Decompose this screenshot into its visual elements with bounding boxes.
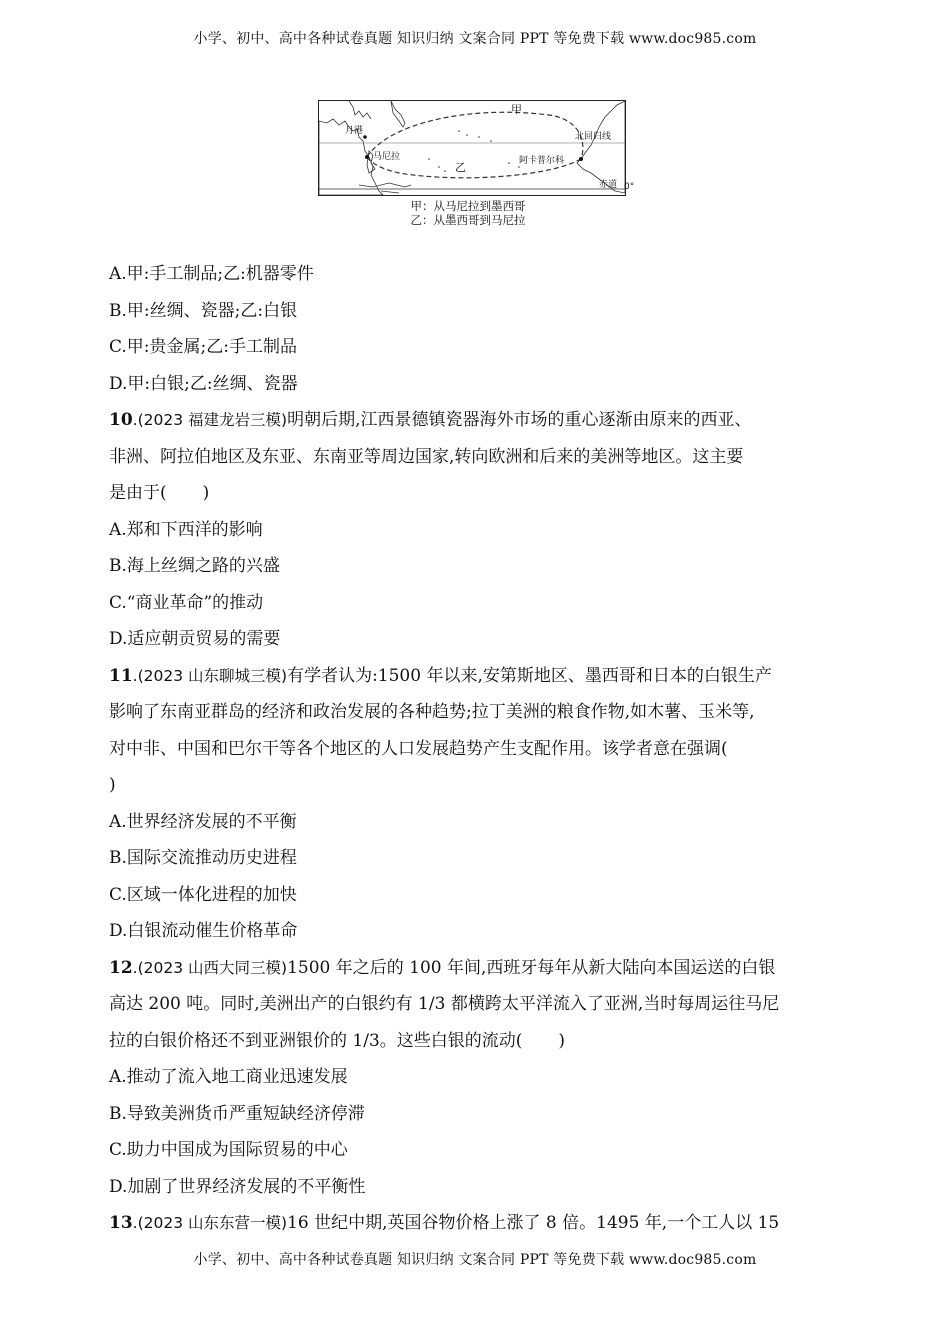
japan-islands	[391, 101, 405, 127]
q12-option-c: C.助力中国成为国际贸易的中心	[109, 1140, 348, 1160]
label-equator: 赤道	[599, 180, 618, 190]
q11-stem-line-2: 影响了东南亚群岛的经济和政治发展的各种趋势;拉丁美洲的粮食作物,如木薯、玉米等,	[109, 702, 755, 722]
q11-option-b: B.国际交流推动历史进程	[109, 848, 297, 868]
label-acapulco: 阿卡普尔科	[519, 156, 565, 166]
q13-text-1: 16 世纪中期,英国谷物价格上涨了 8 倍。1495 年,一个工人以 15	[287, 1213, 780, 1233]
page-footer: 小学、初中、高中各种试卷真题 知识归纳 文案合同 PPT 等免费下载 www.doc985.com	[193, 1252, 757, 1268]
q10-option-d: D.适应朝贡贸易的需要	[109, 629, 281, 649]
q12-option-d: D.加剧了世界经济发展的不平衡性	[109, 1176, 366, 1197]
q12-stem-line-2: 高达 200 吨。同时,美洲出产的白银约有 1/3 都横跨太平洋流入了亚洲,当时每周运往马尼	[109, 994, 780, 1014]
q10-stem-line-2: 非洲、阿拉伯地区及东亚、东南亚等周边国家,转向欧洲和后来的美洲等地区。这主要	[109, 446, 744, 467]
q10-source: .(2023 福建龙岩三模)	[132, 411, 288, 429]
map-caption	[310, 199, 626, 227]
q13-stem-line-1	[109, 1205, 844, 1242]
q12-source: .(2023 山西大同三模)	[132, 958, 288, 977]
caption-jia: 甲：从马尼拉到墨西哥	[410, 199, 526, 213]
yuegang-dot	[363, 135, 367, 139]
q12-text-3: 拉的白银价格还不到亚洲银价的 1/3。这些白银的流动(	[109, 1030, 523, 1051]
q12-number: 12	[109, 957, 133, 978]
q10-stem-line-3	[109, 475, 844, 512]
q10-option-a: A.郑和下西洋的影响	[109, 519, 263, 540]
q11-option-c: C.区域一体化进程的加快	[109, 884, 297, 905]
pacific-map	[318, 100, 626, 196]
pacific-map-svg	[319, 101, 625, 195]
q10-number: 10	[109, 410, 133, 430]
q10-stem-line-1	[109, 402, 844, 439]
label-tropic: 北回归线	[575, 132, 612, 142]
q12-option-b: B.导致美洲货币严重短缺经济停滞	[109, 1103, 365, 1124]
label-jia: 甲	[511, 103, 522, 116]
q11-option-a: A.世界经济发展的不平衡	[109, 811, 297, 832]
q10-text-3-end: )	[202, 483, 210, 503]
q13-number: 13	[109, 1213, 133, 1233]
acapulco-dot	[579, 157, 583, 161]
q11-option-d: D.白银流动催生价格革命	[109, 921, 298, 941]
q12-text-1: 1500 年之后的 100 年间,西班牙每年从新大陆向本国运送的白银	[287, 957, 776, 978]
caption-yi: 乙：从墨西哥到马尼拉	[410, 213, 526, 227]
pacific-islands	[428, 130, 520, 172]
q11-source: .(2023 山东聊城三模)	[132, 666, 288, 685]
label-yi: 乙	[455, 161, 466, 174]
q12-text-3-end: )	[558, 1030, 566, 1051]
q12-stem-line-1	[109, 950, 844, 987]
page-header: 小学、初中、高中各种试卷真题 知识归纳 文案合同 PPT 等免费下载 www.doc985.com	[193, 31, 757, 47]
manila-dot	[365, 155, 369, 159]
label-manila: 马尼拉	[373, 152, 401, 162]
q9-option-d: D.甲:白银;乙:丝绸、瓷器	[109, 373, 298, 394]
q9-option-c: C.甲:贵金属;乙:手工制品	[109, 337, 297, 357]
q12-stem-line-3	[109, 1023, 844, 1060]
q10-option-b: B.海上丝绸之路的兴盛	[109, 556, 280, 576]
q10-text-3: 是由于(	[109, 483, 167, 503]
asia-coast-detail	[349, 101, 371, 119]
q11-text-1: 有学者认为:1500 年以来,安第斯地区、墨西哥和日本的白银生产	[287, 665, 772, 686]
q9-option-b: B.甲:丝绸、瓷器;乙:白银	[109, 300, 298, 321]
q10-option-c: C.“商业革命”的推动	[109, 592, 264, 613]
q12-option-a: A.推动了流入地工商业迅速发展	[109, 1067, 348, 1087]
q10-text-1: 明朝后期,江西景德镇瓷器海外市场的重心逐渐由原来的西亚、	[287, 410, 752, 430]
q9-option-a: A.甲:手工制品;乙:机器零件	[109, 264, 314, 284]
q11-stem-line-3: 对中非、中国和巴尔干等各个地区的人口发展趋势产生支配作用。该学者意在强调(	[109, 738, 728, 759]
label-yuegang: 月港	[345, 126, 364, 136]
q11-number: 11	[109, 665, 133, 686]
q11-stem-line-4: )	[109, 775, 116, 795]
q13-source: .(2023 山东东营一模)	[132, 1214, 288, 1232]
trade-route-map-figure	[318, 100, 635, 227]
label-zero-degree: 0°	[624, 182, 635, 192]
q11-stem-line-1	[109, 658, 844, 695]
question-content	[109, 256, 844, 1242]
